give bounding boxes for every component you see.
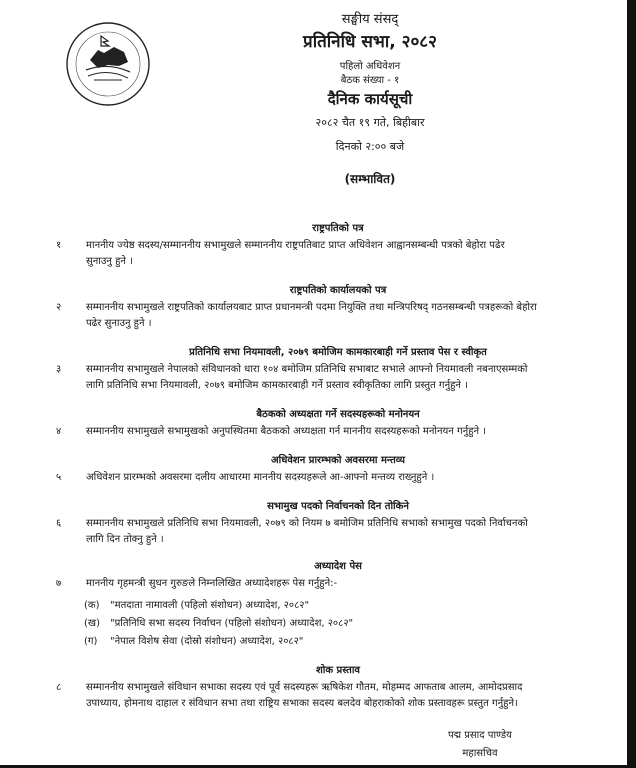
item-line: माननीय गृहमन्त्री सुधन गुरुङले निम्नलिखित अध्यादेशहरू पेस गर्नुहुने:-	[86, 578, 338, 589]
header-parliament: सङ्घीय संसद्	[341, 12, 399, 27]
item-text	[86, 300, 606, 332]
sub-item-label: (क)	[84, 600, 100, 611]
item-text	[86, 516, 606, 548]
sub-item	[0, 634, 636, 650]
item-number: ७	[56, 578, 62, 589]
agenda-item	[0, 300, 636, 332]
item-number: ३	[56, 364, 62, 375]
item-line: उपाध्याय, होमनाथ दाहाल र संविधान सभा तथा राष्ट्रिय सभाका सदस्य बलदेव बोहराकोको शोक प्रस्तावहरू प्रस्तुत गर्नुहुने।	[86, 698, 518, 709]
item-text	[86, 238, 606, 270]
item-text	[86, 424, 606, 440]
item-line: सुनाउनु हुने ।	[86, 256, 133, 267]
header-time: दिनको २:०० बजे	[335, 140, 405, 153]
item-number: १	[56, 240, 62, 251]
section-title: अधिवेशन प्रारम्भको अवसरमा मन्तव्य	[270, 455, 405, 466]
agenda-section	[0, 664, 636, 712]
agenda-list	[0, 222, 636, 712]
sub-item-text: "मतदाता नामावली (पहिलो संशोधन) अध्यादेश, २०८२"	[110, 600, 310, 611]
agenda-item	[0, 362, 636, 394]
item-text	[86, 362, 606, 394]
item-text	[86, 680, 606, 712]
agenda-section	[0, 408, 636, 440]
item-text	[86, 470, 606, 486]
item-number: ४	[56, 426, 62, 437]
sub-item	[0, 598, 636, 614]
sub-item-text: "प्रतिनिधि सभा सदस्य निर्वाचन (पहिलो संशोधन) अध्यादेश, २०८२"	[110, 618, 354, 629]
section-title: राष्ट्रपतिको कार्यालयको पत्र	[289, 285, 387, 296]
agenda-item	[0, 424, 636, 440]
sub-item-label: (ग)	[84, 636, 98, 647]
item-line: सम्माननीय सभामुखले राष्ट्रपतिको कार्यालयबाट प्राप्त प्रधानमन्त्री पदमा नियुक्ति तथा मन्त्रिपरिषद् गठनसम्बन्धी पत्रहरूको बेहोरा	[86, 302, 537, 313]
item-line: पढेर सुनाउनु हुने ।	[86, 318, 152, 329]
section-title: सभामुख पदको निर्वाचनको दिन तोकिने	[267, 501, 409, 512]
agenda-section	[0, 222, 636, 270]
item-line: सम्माननीय सभामुखले संविधान सभाका सदस्य एवं पूर्व सदस्यहरू ऋषिकेश गौतम, मोहम्मद आफताब आलम, आमोदप्रसाद	[86, 682, 523, 693]
section-title: अध्यादेश पेस	[314, 561, 362, 572]
agenda-item	[0, 238, 636, 270]
sub-item	[0, 616, 636, 632]
header-date: २०८२ चैत १९ गते, बिहीबार	[315, 116, 425, 129]
section-title: बैठकको अध्यक्षता गर्ने सदस्यहरूको मनोनयन	[256, 409, 420, 420]
agenda-section	[0, 346, 636, 394]
agenda-item	[0, 516, 636, 548]
agenda-section	[0, 454, 636, 486]
item-number: ८	[56, 682, 62, 693]
item-line: सम्माननीय सभामुखले सभामुखको अनुपस्थितमा बैठकको अध्यक्षता गर्न माननीय सदस्यहरूको मनोनयन गर्नुहुने ।	[86, 426, 487, 437]
item-line: सम्माननीय सभामुखले प्रतिनिधि सभा नियमावली, २०७९ को नियम ७ बमोजिम प्रतिनिधि सभाको सभामुख पदको निर्वाचनको	[86, 518, 528, 529]
page-title: दैनिक कार्यसूची	[327, 90, 413, 108]
item-number: २	[56, 302, 62, 313]
section-title: प्रतिनिधि सभा नियमावली, २०७९ बमोजिम कामकारबाही गर्ने प्रस्ताव पेस र स्वीकृत	[189, 347, 487, 358]
item-line: माननीय ज्येष्ठ सदस्य/सम्माननीय सभामुखले सम्माननीय राष्ट्रपतिबाट प्राप्त अधिवेशन आह्वानसम्बन्धी पत्रको बेहोरा पढेर	[86, 240, 505, 251]
signatory-designation: महासचिव	[462, 748, 498, 759]
sub-item-text: "नेपाल विशेष सेवा (दोस्रो संशोधन) अध्यादेश, २०८२"	[110, 636, 304, 647]
item-line: अधिवेशन प्रारम्भको अवसरमा दलीय आधारमा माननीय सदस्यहरूले आ-आफ्नो मन्तव्य राख्नुहुने ।	[86, 472, 435, 483]
header-meeting-number: बैठक संख्या - १	[340, 75, 400, 86]
item-number: ६	[56, 518, 62, 529]
item-line: सम्माननीय सभामुखले नेपालको संविधानको धारा १०४ बमोजिम प्रतिनिधि सभाबाट सभाले आफ्नो नियमावली नबनाएसम्मको	[86, 364, 528, 375]
signatory-name: पद्म प्रसाद पाण्डेय	[448, 730, 512, 741]
signature-block	[410, 727, 550, 763]
parliament-emblem-logo	[64, 20, 152, 108]
agenda-section	[0, 284, 636, 332]
item-line: लागि दिन तोक्नु हुने ।	[86, 534, 164, 545]
item-line: लागि प्रतिनिधि सभा नियमावली, २०७९ बमोजिम कामकारबाही गर्ने प्रस्ताव स्वीकृतिका लागि प्रस्तुत गर्नुहुने ।	[86, 380, 468, 391]
header-tentative: (सम्भावित)	[344, 172, 396, 186]
item-number: ५	[56, 472, 62, 483]
agenda-item	[0, 680, 636, 712]
agenda-item	[0, 470, 636, 486]
sub-item-label: (ख)	[84, 618, 100, 629]
section-title: शोक प्रस्ताव	[316, 665, 360, 676]
header-house: प्रतिनिधि सभा, २०८२	[303, 32, 437, 52]
agenda-item	[0, 576, 636, 592]
section-title: राष्ट्रपतिको पत्र	[312, 223, 364, 234]
agenda-section	[0, 500, 636, 548]
agenda-section	[0, 560, 636, 650]
item-text	[86, 576, 606, 592]
header-session: पहिलो अधिवेशन	[339, 61, 401, 72]
